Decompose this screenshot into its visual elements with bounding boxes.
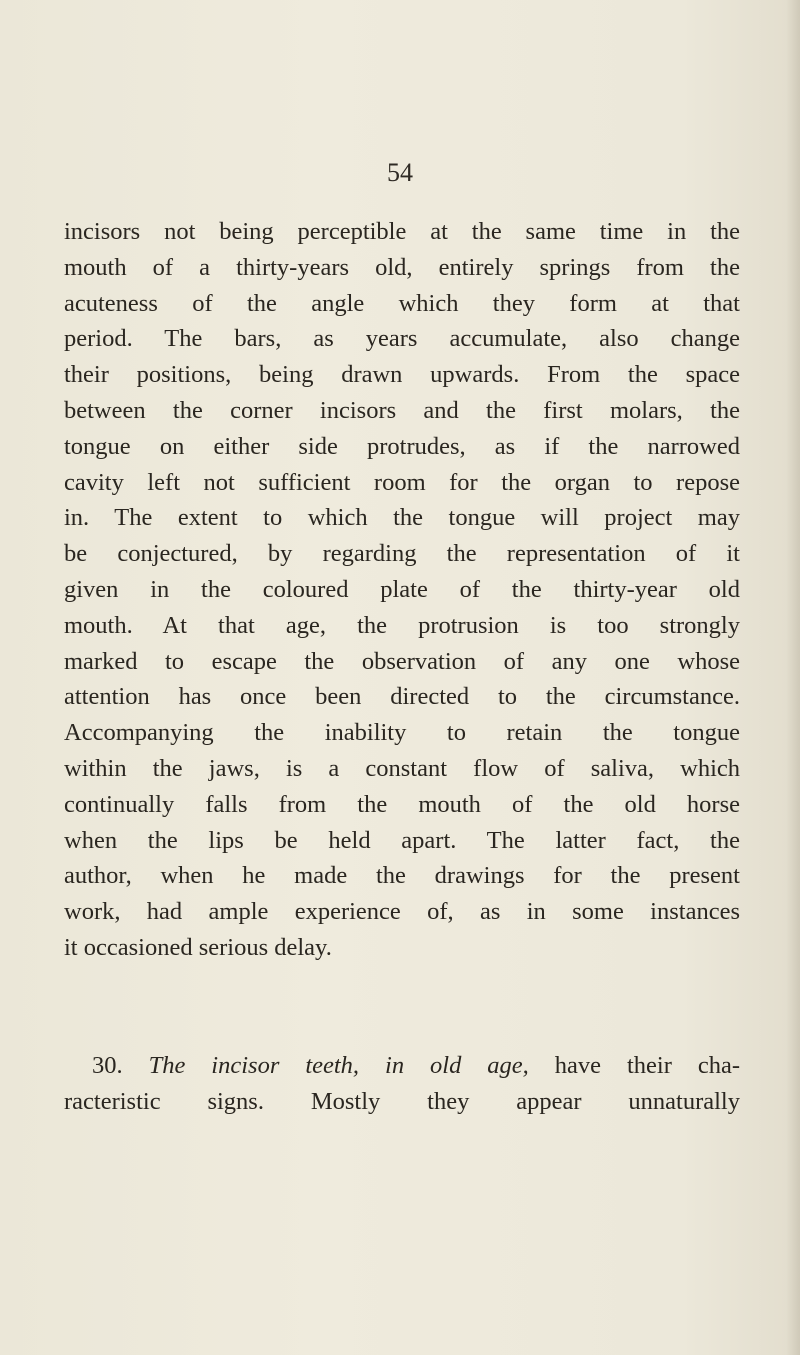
- paragraph-2: [64, 1048, 740, 1120]
- section-heading-line: [64, 1048, 740, 1084]
- paragraph-1: [64, 214, 740, 966]
- text-line: period. The bars, as years accumulate, also change: [64, 325, 740, 353]
- text-line: between the corner incisors and the first molars, the: [64, 396, 740, 424]
- text-line: when the lips be held apart. The latter fact, the: [64, 826, 740, 854]
- text-line: tongue on either side protrudes, as if the narrowed: [64, 432, 740, 460]
- text-line: be conjectured, by regarding the representation of it: [64, 540, 740, 568]
- text-line: in. The extent to which the tongue will project may: [64, 504, 740, 532]
- text-line: Accompanying the inability to retain the tongue: [64, 719, 740, 747]
- section-heading-italic: The incisor teeth, in old age,: [148, 1052, 529, 1079]
- text-line: attention has once been directed to the circumstance.: [64, 683, 740, 711]
- text-line: it occasioned serious delay.: [64, 933, 332, 961]
- page-edge-shadow: [786, 0, 800, 1355]
- text-line: within the jaws, is a constant flow of saliva, which: [64, 754, 740, 782]
- text-line: marked to escape the observation of any one whose: [64, 647, 740, 675]
- text-line: author, when he made the drawings for the present: [64, 862, 740, 890]
- text-line: racteristic signs. Mostly they appear unnaturally: [64, 1087, 740, 1115]
- text-line: given in the coloured plate of the thirty-year old: [64, 575, 740, 603]
- text-span: have their cha-: [554, 1052, 741, 1079]
- text-line: cavity left not sufficient room for the organ to repose: [64, 468, 740, 496]
- text-line: work, had ample experience of, as in some instances: [64, 898, 740, 926]
- text-line: mouth. At that age, the protrusion is too strongly: [64, 611, 740, 639]
- text-line: acuteness of the angle which they form at that: [64, 289, 740, 317]
- text-line: mouth of a thirty-years old, entirely springs from the: [64, 253, 740, 281]
- text-line: their positions, being drawn upwards. From the space: [64, 361, 740, 389]
- section-number: 30.: [92, 1052, 123, 1079]
- text-line: continually falls from the mouth of the old horse: [64, 790, 740, 818]
- text-line: incisors not being perceptible at the same time in the: [64, 218, 740, 245]
- page-number: 54: [387, 158, 413, 187]
